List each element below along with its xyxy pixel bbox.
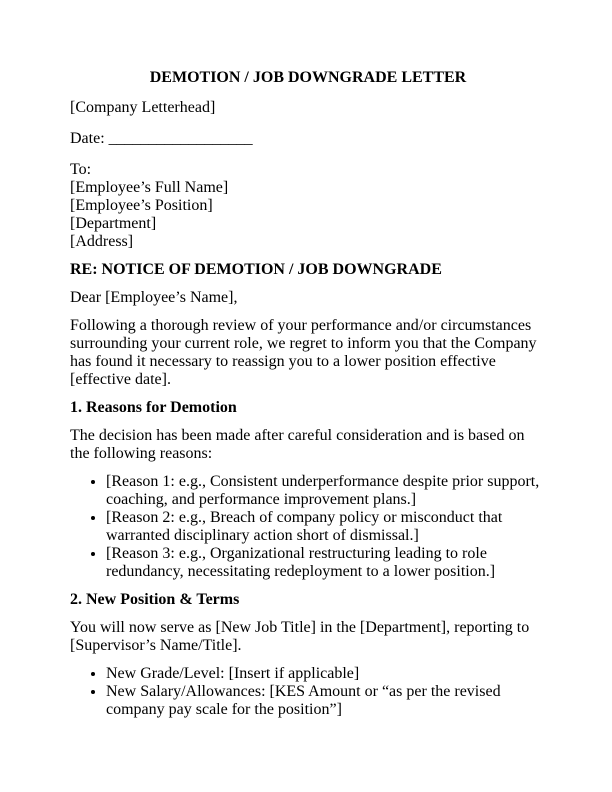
recipient-position-placeholder: [Employee’s Position] <box>70 197 213 214</box>
document-title: DEMOTION / JOB DOWNGRADE LETTER <box>149 69 467 86</box>
reason-1-item: • [Reason 1: e.g., Consistent underperformance despite prior support, coaching, and performance improvement plans.] <box>106 473 546 509</box>
intro-paragraph: Following a thorough review of your performance and/or circumstances surrounding your current role, we regret to inform you that the Company has found it necessary to reassign you to a lower position effective [effective date]. <box>70 317 537 388</box>
recipient-block <box>70 161 546 251</box>
new-grade-item: • New Grade/Level: [Insert if applicable] <box>106 665 546 683</box>
new-salary-item: • New Salary/Allowances: [KES Amount or “as per the revised company pay scale for the position”] <box>106 683 546 719</box>
reason-2-item: • [Reason 2: e.g., Breach of company policy or misconduct that warranted disciplinary action short of dismissal.] <box>106 509 546 545</box>
section-2-heading: 2. New Position & Terms <box>70 591 240 608</box>
date-blank-underscores: __________________ <box>108 130 253 147</box>
reason-3-item: • [Reason 3: e.g., Organizational restructuring leading to role redundancy, necessitating redeployment to a lower position.] <box>106 545 546 581</box>
company-letterhead-placeholder: [Company Letterhead] <box>70 99 216 116</box>
recipient-department-placeholder: [Department] <box>70 215 157 232</box>
date-label: Date: <box>70 130 109 147</box>
salutation: Dear [Employee’s Name], <box>70 289 238 306</box>
recipient-name-placeholder: [Employee’s Full Name] <box>70 179 229 196</box>
subject-line: RE: NOTICE OF DEMOTION / JOB DOWNGRADE <box>70 261 442 278</box>
section-2-body: You will now serve as [New Job Title] in the [Department], reporting to [Supervisor’s Name/Title]. <box>70 619 530 654</box>
section-1-heading: 1. Reasons for Demotion <box>70 399 237 416</box>
date-line <box>70 130 546 148</box>
recipient-address-placeholder: [Address] <box>70 233 134 250</box>
recipient-to-label: To: <box>70 161 92 178</box>
section-1-bullet-list <box>70 473 546 581</box>
section-2-bullet-list <box>70 665 546 719</box>
section-1-body: The decision has been made after careful consideration and is based on the following reasons: <box>70 427 525 462</box>
